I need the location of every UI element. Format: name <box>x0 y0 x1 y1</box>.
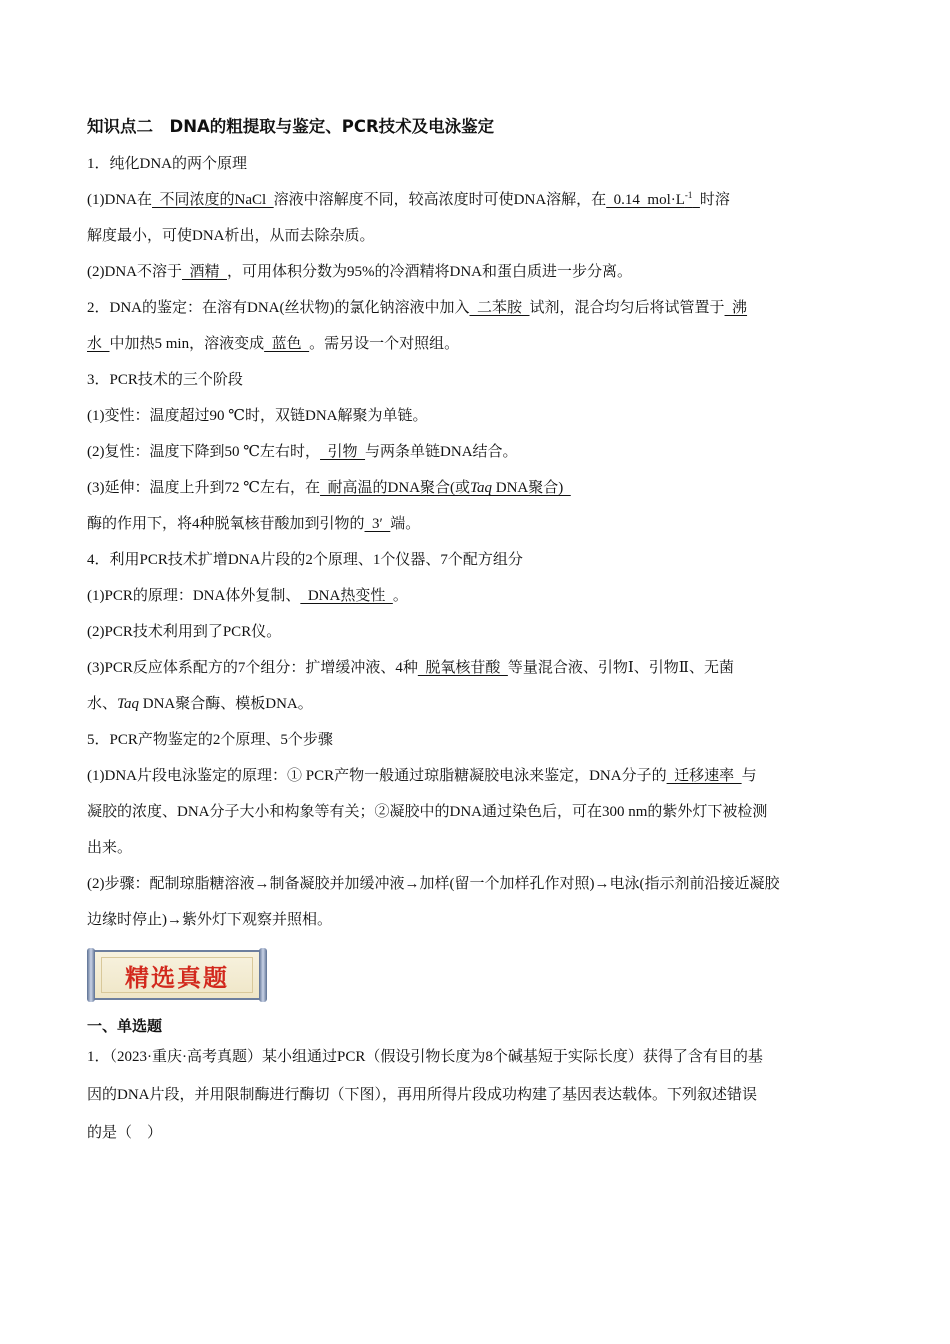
s5-p1-line2: 凝胶的浓度、DNA分子大小和构象等有关；②凝胶中的DNA通过染色后，可在300 nm的紫外灯下被检测 <box>87 804 768 820</box>
banner-text: 精选真题 <box>125 963 229 992</box>
blank-dntp: 脱氧核苷酸 <box>417 660 508 676</box>
s3-p3-line1: (3)延伸：温度上升到72 ℃左右，在 耐高温的DNA聚合(或Taq DNA聚合) <box>87 480 571 496</box>
s3-p3-line2: 酶的作用下，将4种脱氧核苷酸加到引物的 3′ 端。 <box>87 516 421 532</box>
blank-primer: 引物 <box>320 444 366 460</box>
blank-3prime: 3′ <box>364 516 391 532</box>
blank-boiling-2: 水 <box>87 336 110 352</box>
s5-p2-line2: 边缘时停止)→紫外灯下观察并照相。 <box>87 912 332 928</box>
blank-diphenylamine: 二苯胺 <box>469 300 530 316</box>
q1-line3: 的是（ ） <box>87 1125 163 1141</box>
s2-line2: 水 中加热5 min，溶液变成 蓝色 。需另设一个对照组。 <box>87 336 460 352</box>
s1-p1-line2: 解度最小，可使DNA析出，从而去除杂质。 <box>87 228 375 244</box>
blank-concentration: 0.14 $mol\cdot L^{-1}$ <box>606 190 693 208</box>
blank-denature: DNA热变性 <box>300 588 393 604</box>
banner-wrap <box>87 948 863 1008</box>
blank-polymerase: 耐高温的DNA聚合(或Taq DNA聚合) <box>320 480 571 496</box>
s4-p3-line2: 水、Taq DNA聚合酶、模板DNA。 <box>87 696 313 712</box>
s3-p2: (2)复性：温度下降到50 ℃左右时， 引物 与两条单链DNA结合。 <box>87 444 518 460</box>
blank-alcohol: 酒精 <box>182 264 228 280</box>
s4-p1: (1)PCR的原理：DNA体外复制、 DNA热变性 。 <box>87 588 408 604</box>
document-page <box>87 112 863 1152</box>
s5-title: 5．PCR产物鉴定的2个原理、5个步骤 <box>87 732 333 748</box>
blank-migration-rate: 迁移速率 <box>666 768 742 784</box>
blank-nacl: 不同浓度的NaCl <box>152 192 274 208</box>
s4-p3-line1: (3)PCR反应体系配方的7个组分：扩增缓冲液、4种 脱氧核苷酸 等量混合液、引物Ⅰ、引物Ⅱ、无菌 <box>87 660 734 676</box>
blank-boiling-1: 沸 <box>724 300 748 316</box>
s3-title: 3．PCR技术的三个阶段 <box>87 372 243 388</box>
s4-title: 4．利用PCR技术扩增DNA片段的2个原理、1个仪器、7个配方组分 <box>87 552 523 568</box>
selected-questions-banner <box>91 950 263 1000</box>
q1-line1: 1．（2023·重庆·高考真题）某小组通过PCR（假设引物长度为8个碱基短于实际长度）获得了含有目的基 <box>87 1049 763 1065</box>
s4-p2: (2)PCR技术利用到了PCR仪。 <box>87 624 282 640</box>
s2-line1: 2．DNA的鉴定：在溶有DNA(丝状物)的氯化钠溶液中加入 二苯胺 试剂，混合均匀后将试管置于 沸 <box>87 300 748 316</box>
s5-p2-line1: (2)步骤：配制琼脂糖溶液→制备凝胶并加缓冲液→加样(留一个加样孔作对照)→电泳(指示剂前沿接近凝胶 <box>87 876 780 892</box>
blank-blue: 蓝色 <box>264 336 310 352</box>
s5-p1-line3: 出来。 <box>87 840 133 856</box>
scroll-rod-right-icon <box>259 948 267 1002</box>
section-single-choice: 一、单选题 <box>87 1017 163 1035</box>
knowledge-heading: 知识点二 DNA的粗提取与鉴定、PCR技术及电泳鉴定 <box>87 117 495 136</box>
q1-line2: 因的DNA片段，并用限制酶进行酶切（下图），再用所得片段成功构建了基因表达载体。下列叙述错误 <box>87 1087 758 1103</box>
s3-p1: (1)变性：温度超过90 ℃时，双链DNA解聚为单链。 <box>87 408 428 424</box>
s1-p2: (2)DNA不溶于 酒精 ，可用体积分数为95%的冷酒精将DNA和蛋白质进一步分离。 <box>87 264 633 280</box>
s1-p1-line1: (1)DNA在 不同浓度的NaCl 溶液中溶解度不同，较高浓度时可使DNA溶解，在 0.14 $mol\cdot L^{-1}$ 时溶 <box>87 190 730 208</box>
scroll-rod-left-icon <box>87 948 95 1002</box>
s1-title: 1．纯化DNA的两个原理 <box>87 156 247 172</box>
s5-p1-line1: (1)DNA片段电泳鉴定的原理：① PCR产物一般通过琼脂糖凝胶电泳来鉴定，DNA分子的 迁移速率 与 <box>87 768 757 784</box>
